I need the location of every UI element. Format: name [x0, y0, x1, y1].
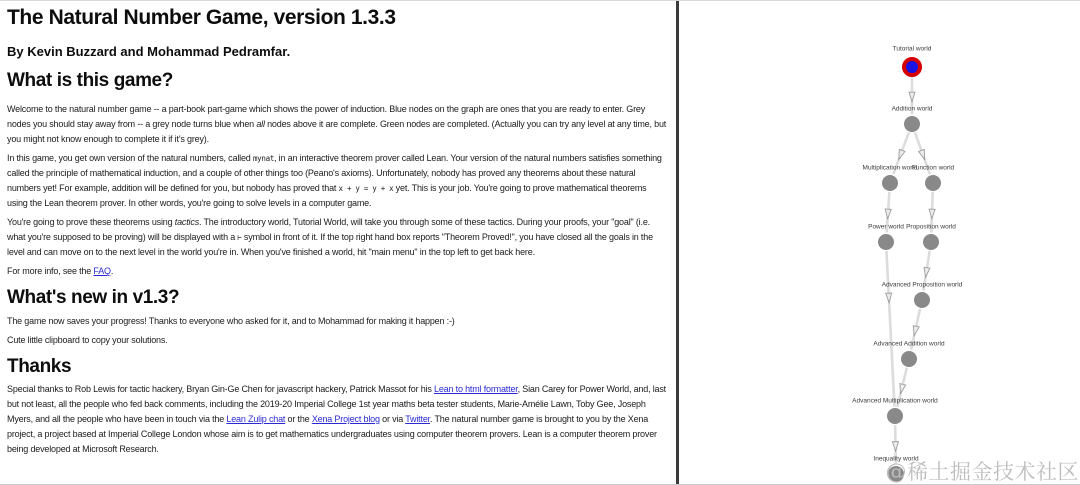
heading-what-is-this-game: What is this game? — [7, 69, 173, 91]
text-link[interactable]: Twitter — [405, 413, 430, 424]
world-node-label-addition: Addition world — [891, 105, 933, 113]
world-node-function[interactable] — [925, 175, 941, 191]
text-run: Welcome to the natural number game -- a part-book part-game which shows the power of induction. Blue nodes on the graph are ones that you are ready to enter. Grey nodes you should stay away from -- a grey node turns blue when — [7, 104, 646, 130]
world-node-label-multiplication: Multiplication world — [862, 164, 918, 172]
world-node-adv_addition[interactable] — [901, 351, 917, 367]
graph-arrowhead — [900, 384, 906, 394]
graph-arrowhead — [919, 149, 925, 159]
paragraph-welcome — [7, 102, 668, 147]
world-node-power[interactable] — [878, 234, 894, 250]
italic-text: all — [256, 119, 265, 130]
text-run: , Sian Carey for Power World, and, last but not least, all the people who fed back comments, including the 2019-20 Imperial College 1st year maths beta tester students, Marie-Amélie Lawn, Toby Gee, Joseph Myers, and all the people who have been in touch via the — [7, 383, 666, 424]
text-run: You're going to prove these theorems using — [7, 217, 175, 228]
world-node-multiplication[interactable] — [882, 175, 898, 191]
text-link[interactable]: FAQ — [93, 266, 111, 277]
text-run: . The introductory world, Tutorial World, will take you through some of these tactics. During your proofs, your "goal" (i.e. what you're supposed to be proving) will be displayed with a — [7, 217, 650, 243]
world-node-label-tutorial: Tutorial world — [892, 45, 932, 53]
graph-arrowhead — [909, 92, 915, 102]
intro-text-pane — [0, 1, 676, 485]
inline-code: mynat — [252, 154, 275, 164]
world-graph-pane — [679, 1, 1080, 485]
heading-whats-new: What's new in v1.3? — [7, 287, 180, 309]
graph-arrowhead — [892, 442, 898, 452]
world-node-label-proposition: Proposition world — [906, 223, 956, 231]
inline-code: ⊢ — [237, 233, 242, 243]
text-run: For more info, see the — [7, 266, 94, 277]
graph-edge — [886, 251, 894, 407]
graph-arrowhead — [885, 209, 891, 219]
world-node-adv_multiplication[interactable] — [887, 408, 903, 424]
text-run: nodes above it are complete. Green nodes are completed. (Actually you can try any level at any time, but you might not know enough to complete it if it's grey). — [7, 119, 667, 145]
world-node-label-power: Power world — [868, 223, 904, 231]
world-node-label-function: Function world — [911, 164, 955, 172]
world-node-proposition[interactable] — [923, 234, 939, 250]
world-node-label-adv_multiplication: Advanced Multiplication world — [852, 397, 938, 405]
world-node-label-inequality: Inequality world — [873, 455, 919, 463]
paragraph-thanks — [7, 382, 668, 457]
graph-arrowhead — [899, 149, 905, 159]
graph-arrowhead — [886, 293, 892, 303]
heading-thanks: Thanks — [7, 355, 72, 377]
text-run: or the — [285, 413, 312, 424]
world-node-tutorial[interactable] — [904, 59, 920, 75]
text-link[interactable]: Xena Project blog — [311, 413, 380, 424]
text-run: yet. This is your job. You're going to prove mathematical theorems using the Lean theorem prover. In other words, you're going to solve levels in a computer game. — [7, 183, 647, 209]
text-run: Special thanks to Rob Lewis for tactic hackery, Bryan Gin-Ge Chen for javascript hackery, Patrick Massot for his — [7, 383, 435, 394]
world-node-label-adv_proposition: Advanced Proposition world — [881, 281, 963, 289]
paragraph-more-info — [7, 264, 668, 279]
text-link[interactable]: Lean to html formatter — [434, 383, 518, 394]
page-title: The Natural Number Game, version 1.3.3 — [7, 6, 396, 29]
world-node-adv_proposition[interactable] — [914, 292, 930, 308]
world-node-label-adv_addition: Advanced Addition world — [873, 340, 945, 348]
text-run: or via — [379, 413, 406, 424]
text-run: . — [110, 266, 114, 277]
paragraph-tactics — [7, 215, 668, 260]
text-run: . The natural number game is brought to you by the Xena project, a project based at Imperial College London whose aim is to get mathematics undergraduates using computer theorem provers. Lean is a computer theorem prover being developed at Microsoft Research. — [7, 413, 657, 454]
text-run: In this game, you get own version of the natural numbers, called — [7, 153, 253, 164]
italic-text: tactics — [174, 217, 200, 228]
inline-code: x + y = y + x — [338, 184, 394, 194]
graph-arrowhead — [929, 209, 935, 219]
world-node-addition[interactable] — [904, 116, 920, 132]
text-run: , in an interactive theorem prover called Lean. Your version of the natural numbers satisfies something called the principle of mathematical induction, and a couple of other things too (Peano's axioms). Unfortunately, nobody has proved any theorems about these natural numbers yet! For example, addition will be defined for you, but nobody has proved that — [7, 153, 662, 194]
paragraph-in-this-game — [7, 151, 668, 211]
text-link[interactable]: Lean Zulip chat — [226, 413, 286, 424]
watermark: @稀土掘金技术社区 — [885, 460, 1079, 484]
byline: By Kevin Buzzard and Mohammad Pedramfar. — [7, 43, 291, 59]
text-run: symbol in front of it. If the top right hand box reports "Theorem Proved!", you have closed all the goals in the level and can move on to the next level in the world you're in. When you've finished a world, hit "main menu" in the top left to get back here. — [7, 232, 653, 258]
paragraph-saves-progress: The game now saves your progress! Thanks to everyone who asked for it, and to Mohammad for making it happen :-) — [7, 315, 455, 326]
world-graph — [679, 1, 1080, 485]
paragraph-clipboard: Cute little clipboard to copy your solutions. — [7, 334, 168, 345]
graph-arrowhead — [913, 326, 919, 336]
